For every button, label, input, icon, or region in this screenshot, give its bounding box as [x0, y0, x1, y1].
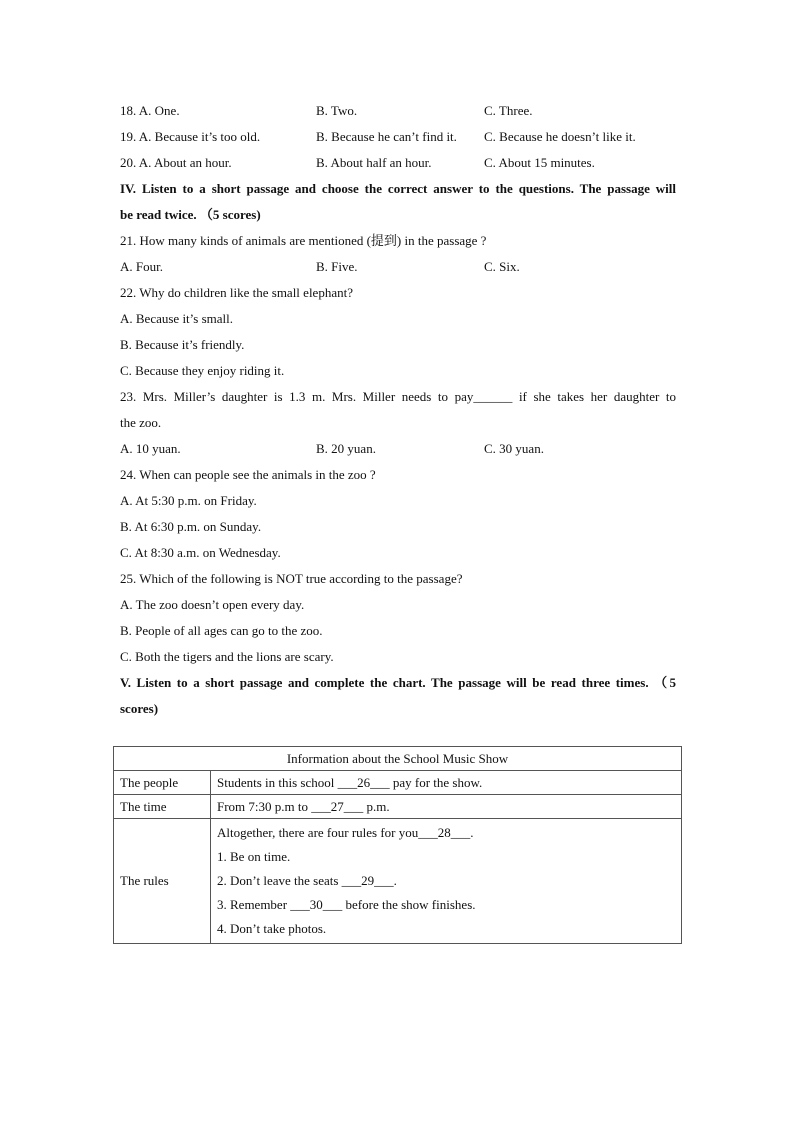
section-5-heading-cont: scores) [120, 701, 159, 716]
chart-title: Information about the School Music Show [114, 747, 682, 771]
exam-page [120, 98, 676, 722]
q24-option-b: B. At 6:30 p.m. on Sunday. [120, 519, 262, 534]
q22-option-a: A. Because it’s small. [120, 311, 234, 326]
question-23: 23. Mrs. Miller’s daughter is 1.3 m. Mrs. Miller needs to pay______ if she takes her daughter to [120, 389, 676, 404]
question-21-options [120, 254, 676, 280]
q21-option-a: A. Four. [120, 259, 163, 274]
q19-option-a: 19. A. Because it’s too old. [120, 129, 261, 144]
time-value: From 7:30 p.m to ___27___ p.m. [211, 795, 682, 819]
question-21: 21. How many kinds of animals are mentioned (提到) in the passage ? [120, 233, 487, 248]
question-18 [120, 98, 676, 124]
q24-option-a: A. At 5:30 p.m. on Friday. [120, 493, 257, 508]
section-4-heading: IV. Listen to a short passage and choose the correct answer to the questions. The passage will [120, 181, 676, 196]
q18-option-a: 18. A. One. [120, 103, 180, 118]
question-20 [120, 150, 676, 176]
rule-3: 3. Remember ___30___ before the show finishes. [217, 897, 476, 912]
rules-list [211, 819, 682, 944]
music-show-chart [113, 746, 682, 944]
q23-option-a: A. 10 yuan. [120, 441, 181, 456]
q25-option-c: C. Both the tigers and the lions are scary. [120, 649, 334, 664]
question-19 [120, 124, 676, 150]
people-value: Students in this school ___26___ pay for the show. [211, 771, 682, 795]
q25-option-b: B. People of all ages can go to the zoo. [120, 623, 323, 638]
q19-option-b: B. Because he can’t find it. [316, 129, 457, 144]
rule-4: 4. Don’t take photos. [217, 921, 327, 936]
q22-option-c: C. Because they enjoy riding it. [120, 363, 285, 378]
question-23-cont: the zoo. [120, 415, 162, 430]
rule-1: 1. Be on time. [217, 849, 291, 864]
q21-option-c: C. Six. [484, 259, 520, 274]
rules-label: The rules [114, 819, 211, 944]
q25-option-a: A. The zoo doesn’t open every day. [120, 597, 305, 612]
q20-option-b: B. About half an hour. [316, 155, 432, 170]
q20-option-c: C. About 15 minutes. [484, 155, 595, 170]
people-label: The people [114, 771, 211, 795]
time-label: The time [114, 795, 211, 819]
question-25: 25. Which of the following is NOT true according to the passage? [120, 571, 463, 586]
q22-option-b: B. Because it’s friendly. [120, 337, 245, 352]
rule-2: 2. Don’t leave the seats ___29___. [217, 873, 397, 888]
q20-option-a: 20. A. About an hour. [120, 155, 232, 170]
q19-option-c: C. Because he doesn’t like it. [484, 129, 636, 144]
q23-option-c: C. 30 yuan. [484, 441, 544, 456]
question-24: 24. When can people see the animals in the zoo ? [120, 467, 376, 482]
q18-option-c: C. Three. [484, 103, 533, 118]
q23-option-b: B. 20 yuan. [316, 441, 376, 456]
rule-intro: Altogether, there are four rules for you___28___. [217, 825, 474, 840]
q18-option-b: B. Two. [316, 103, 358, 118]
q24-option-c: C. At 8:30 a.m. on Wednesday. [120, 545, 281, 560]
question-23-options [120, 436, 676, 462]
section-4-heading-cont: be read twice. （5 scores) [120, 207, 261, 222]
section-5-heading: V. Listen to a short passage and complete the chart. The passage will be read three times. （5 [120, 675, 676, 690]
q21-option-b: B. Five. [316, 259, 358, 274]
question-22: 22. Why do children like the small elephant? [120, 285, 353, 300]
